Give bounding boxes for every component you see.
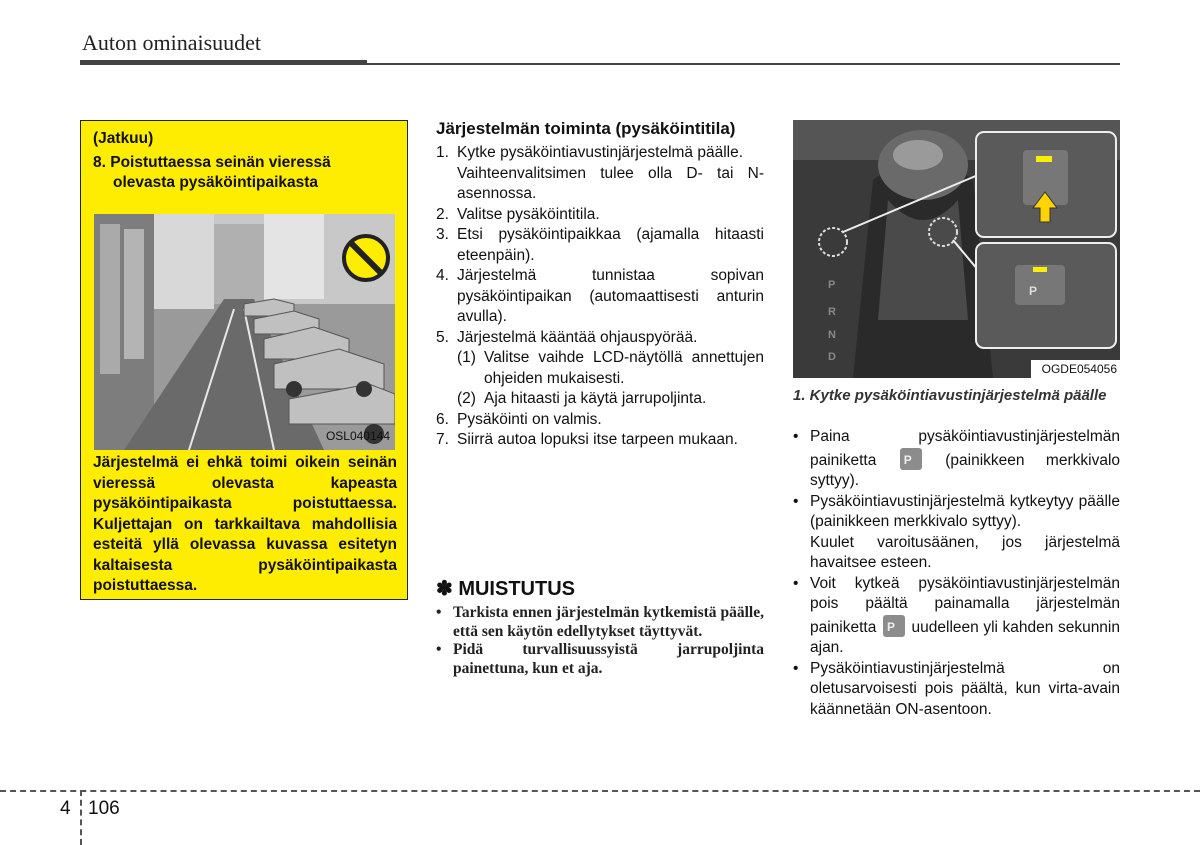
- list-item-continuation: Kuulet varoitusäänen, jos järjestelmä havaitsee esteen.: [810, 533, 1120, 571]
- footer-divider: [80, 790, 82, 845]
- list-item: 6. Pysäköinti on valmis.: [436, 410, 602, 428]
- parking-assist-button-icon: [900, 448, 922, 470]
- list-item: • Paina pysäköintiavustinjärjestelmän painiketta P (painikkeen merkkivalo syttyy).: [793, 427, 1120, 492]
- step-note: Vaihteenvalitsimen tulee olla D- tai N-asennossa.: [457, 164, 764, 202]
- continued-label: (Jatkuu): [93, 130, 154, 147]
- list-item: • Pidä turvallisuussyistä jarrupoljinta painettuna, kun et aja.: [436, 641, 764, 677]
- list-item: 1. Kytke pysäköintiavustinjärjestelmä päälle.: [436, 144, 744, 161]
- sub-list-item: (2) Aja hitaasti ja käytä jarrupoljinta.: [457, 390, 707, 407]
- svg-text:D: D: [828, 351, 836, 363]
- list-item: • Pysäköintiavustinjärjestelmä on oletusarvoisesti pois päältä, kun virta-avain käännetään ON-asentoon.: [793, 659, 1120, 718]
- footer-rule: [0, 790, 1200, 792]
- header-rule-thick: [80, 60, 367, 65]
- warning-box: [80, 120, 408, 600]
- header-rule-thin: [367, 63, 1120, 65]
- page-number: 106: [88, 798, 120, 819]
- parking-assist-button-icon: [883, 615, 905, 637]
- list-item: 4. Järjestelmä tunnistaa sopivan pysäköintipaikan (automaattisesti anturin avulla).: [436, 267, 764, 325]
- steps-list: [436, 143, 764, 451]
- no-entry-icon: [344, 236, 388, 280]
- list-item: 5. Järjestelmä kääntää ohjauspyörää.: [436, 328, 698, 346]
- svg-text:P: P: [1029, 284, 1038, 298]
- note-title: ✽ MUISTUTUS: [436, 578, 575, 600]
- svg-text:R: R: [828, 306, 836, 318]
- warning-item-title: 8. Poistuttaessa seinän vieressä olevasta pysäköintipaikasta: [93, 154, 331, 191]
- right-bullet-list: [793, 427, 1120, 720]
- list-item: • Pysäköintiavustinjärjestelmä kytkeytyy päälle (painikkeen merkkivalo syttyy).: [793, 492, 1120, 530]
- list-item: • Tarkista ennen järjestelmän kytkemistä päälle, että sen käytön edellytykset täyttyvät.: [436, 604, 764, 640]
- svg-text:N: N: [828, 329, 836, 341]
- illustration-code: OSL040144: [325, 429, 390, 443]
- list-item: 3. Etsi pysäköintipaikkaa (ajamalla hitaasti eteenpäin).: [436, 226, 764, 264]
- note-list: [436, 604, 764, 678]
- warning-text: Järjestelmä ei ehkä toimi oikein seinän vieressä olevasta kapeasta pysäköintipaikasta poistuttaessa. Kuljettajan on tarkkailtava mahdollisia esteitä yllä olevassa kuvassa esitetyn kaltaisesta pysäköintipaikasta poistuttaessa.: [93, 454, 397, 594]
- gear-selector-photo: [793, 120, 1120, 378]
- photo-caption: 1. Kytke pysäköintiavustinjärjestelmä päälle: [793, 387, 1107, 404]
- section-header: Auton ominaisuudet: [82, 30, 262, 55]
- photo-code: OGDE054056: [1041, 362, 1117, 376]
- list-item: • Voit kytkeä pysäköintiavustinjärjestelmän pois päältä painamalla järjestelmän painiketta P uudelleen yli kahden sekunnin ajan.: [793, 574, 1120, 659]
- chapter-number: 4: [60, 798, 71, 819]
- sub-list-item: (1) Valitse vaihde LCD-näytöllä annettujen ohjeiden mukaisesti.: [457, 349, 764, 387]
- middle-column: [436, 118, 764, 451]
- section-title: Järjestelmän toiminta (pysäköintitila): [436, 119, 736, 138]
- narrow-parking-illustration: [94, 214, 395, 450]
- svg-text:P: P: [828, 279, 836, 291]
- list-item: 7. Siirrä autoa lopuksi itse tarpeen mukaan.: [436, 431, 738, 448]
- list-item: 2. Valitse pysäköintitila.: [436, 205, 600, 223]
